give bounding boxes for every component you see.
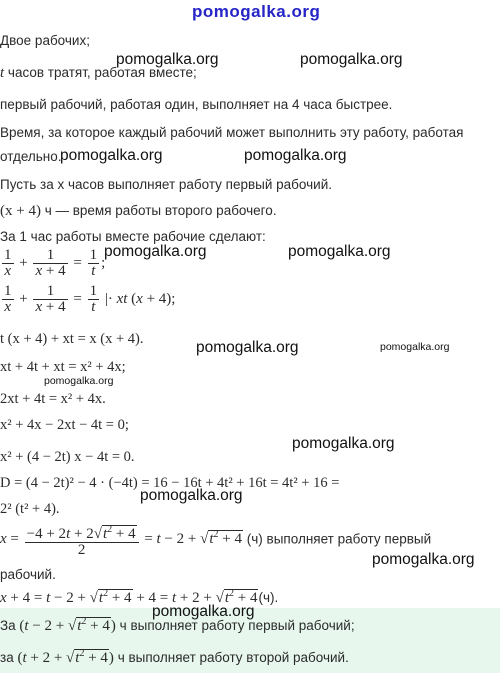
watermark: pomogalka.org xyxy=(152,603,255,620)
equation-7: x² + (4 − 2t) x − 4t = 0. xyxy=(0,449,135,465)
watermark: pomogalka.org xyxy=(104,243,207,260)
line-statement-2: t часов тратят, работая вместе; xyxy=(0,65,197,81)
line-one-hour: За 1 час работы вместе рабочие сделают: xyxy=(0,229,266,244)
answer-first-worker: За $(t - 2 + √t^2 + 4)$ ч выполняет работу первый рабочий; xyxy=(0,616,355,634)
equation-3: t (x + 4) + xt = x (x + 4). xyxy=(0,331,144,347)
watermark: pomogalka.org xyxy=(372,551,475,568)
watermark: pomogalka.org xyxy=(60,147,163,164)
equation-discriminant: D = (4 − 2t)² − 4 · (−4t) = 16 − 16t + 4t² + 16t = 4t² + 16 = xyxy=(0,475,340,491)
equation-5: 2xt + 4t = x² + 4x. xyxy=(0,391,106,407)
watermark: pomogalka.org xyxy=(244,147,347,164)
equation-discriminant-result: 2² (t² + 4). xyxy=(0,501,60,517)
watermark: pomogalka.org xyxy=(288,243,391,260)
equation-4: xt + 4t + xt = x² + 4x; xyxy=(0,359,126,375)
equation-2: $\frac{1}{x}$ + $\frac{1}{x + 4}$ = $\frac{1}{t}$ |· xt (x + 4); xyxy=(4,283,176,315)
watermark: pomogalka.org xyxy=(140,487,243,504)
line-statement-3: первый рабочий, работая один, выполняет на 4 часа быстрее. xyxy=(0,97,393,112)
line-worker-label: рабочий. xyxy=(0,567,56,582)
line-question-1: Время, за которое каждый рабочий может выполнить эту работу, работая xyxy=(0,125,464,140)
equation-1: $\frac{1}{x}$ + $\frac{1}{x + 4}$ = $\frac{1}{t}$ ; xyxy=(4,247,106,279)
equation-second-time: $x + 4 = t - 2 + √t^2 + 4 + 4 = t + 2 + √t^2 + 4(ч)$. xyxy=(0,588,279,606)
watermark: pomogalka.org xyxy=(116,51,219,68)
watermark-top: pomogalka.org xyxy=(192,2,321,21)
equation-root: x = $\frac{-4 + 2t + 2√t^2 + 4}{2}$ = $t - 2 + √t^2 + 4$ (ч) выполняет работу первый xyxy=(0,524,432,558)
watermark: pomogalka.org xyxy=(380,341,450,353)
equation-6: x² + 4x − 2xt − 4t = 0; xyxy=(0,417,129,433)
line-let-x: Пусть за x часов выполняет работу первый рабочий. xyxy=(0,177,332,192)
answer-second-worker: за $(t + 2 + √t^2 + 4)$ ч выполняет работу второй рабочий. xyxy=(0,648,349,666)
line-second-worker: (x + 4) ч — время работы второго рабочего. xyxy=(0,203,277,219)
watermark: pomogalka.org xyxy=(292,435,395,452)
line-question-2: отдельно. xyxy=(0,149,62,164)
watermark: pomogalka.org xyxy=(300,51,403,68)
line-statement-1: Двое рабочих; xyxy=(0,33,90,48)
watermark: pomogalka.org xyxy=(196,339,299,356)
watermark: pomogalka.org xyxy=(44,375,114,387)
